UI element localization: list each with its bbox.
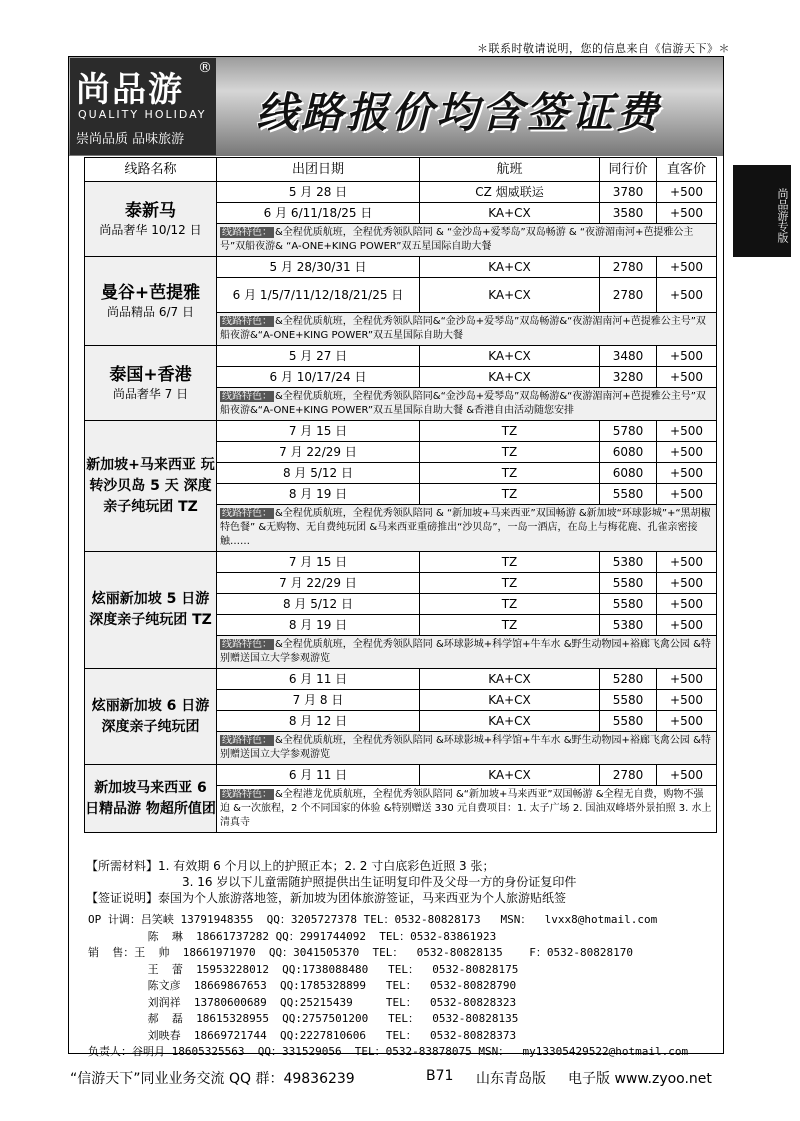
header-peer: 同行价 bbox=[600, 158, 657, 182]
feature-text: &全程优质航班，全程优秀领队陪同 & “新加坡+马来西亚”双国畅游 &新加坡“环球影城”+“黑胡椒特色餐” &无购物、无自费纯玩团 &马来西亚重磅推出“沙贝岛”，一岛一酒店，在岛上与梅花鹿、孔雀亲密接触…… bbox=[220, 508, 711, 547]
route-name: 新加坡+马来西亚 玩转沙贝岛 5 天 深度亲子纯玩团 TZ bbox=[85, 421, 217, 552]
direct-price: +500 bbox=[657, 421, 717, 442]
flight-cell: CZ 烟威联运 bbox=[420, 182, 600, 203]
table-row bbox=[85, 552, 717, 573]
contact-line: 陈 琳 18661737282 QQ：2991744092 TEL：0532-83861923 bbox=[88, 929, 497, 943]
feature-label: 线路特色： bbox=[222, 508, 272, 519]
feature-text: &全程优质航班，全程优秀领队陪同&“金沙岛+爱琴岛”双岛畅游&“夜游湄南河+芭提雅公主号”双船夜游&“A-ONE+KING POWER”双五星国际自助大餐 &香港自由活动随您安排 bbox=[220, 391, 706, 416]
route-name: 炫丽新加坡 5 日游 深度亲子纯玩团 TZ bbox=[85, 552, 217, 669]
table-row bbox=[85, 421, 717, 442]
contact-line: 销 售：王 帅 18661971970 QQ：3041505370 TEL： 0532-80828135 F：0532-80828170 bbox=[88, 946, 633, 959]
peer-price: 5380 bbox=[600, 552, 657, 573]
flight-cell: TZ bbox=[420, 463, 600, 484]
side-tab: 尚品游专版 bbox=[733, 165, 791, 257]
peer-price: 3280 bbox=[600, 367, 657, 388]
peer-price: 3580 bbox=[600, 203, 657, 224]
route-name: 泰新马 尚品奢华 10/12 日 bbox=[85, 182, 217, 257]
table-row bbox=[85, 257, 717, 278]
peer-price: 3480 bbox=[600, 346, 657, 367]
flight-cell: KA+CX bbox=[420, 257, 600, 278]
contact-line: 刘润祥 13780600689 QQ:25215439 TEL： 0532-80828323 bbox=[88, 995, 517, 1009]
materials-line-1: 【所需材料】1. 有效期 6 个月以上的护照正本；2. 2 寸白底彩色近照 3 张； bbox=[86, 859, 495, 873]
logo-slogan: 崇尚品质 品味旅游 bbox=[76, 132, 185, 147]
feature-label: 线路特色： bbox=[222, 735, 272, 746]
feature-cell bbox=[217, 505, 717, 552]
contact-line: 陈文彦 18669867653 QQ:1785328899 TEL： 0532-80828790 bbox=[88, 979, 517, 992]
header-date: 出团日期 bbox=[217, 158, 420, 182]
date-cell: 8 月 19 日 bbox=[217, 484, 420, 505]
direct-price: +500 bbox=[657, 442, 717, 463]
flight-cell: KA+CX bbox=[420, 367, 600, 388]
notes bbox=[86, 858, 716, 906]
contact-list bbox=[88, 912, 718, 1061]
date-cell: 8 月 5/12 日 bbox=[217, 463, 420, 484]
date-cell: 7 月 22/29 日 bbox=[217, 442, 420, 463]
logo-english: QUALITY HOLIDAY bbox=[78, 108, 207, 121]
table-row bbox=[85, 346, 717, 367]
direct-price: +500 bbox=[657, 257, 717, 278]
peer-price: 5280 bbox=[600, 669, 657, 690]
route-name: 新加坡马来西亚 6 日精品游 物超所值团 bbox=[85, 765, 217, 833]
feature-text: &全程港龙优质航班，全程优秀领队陪同 &“新加坡+马来西亚”双国畅游 &全程无自费，购物不强迫 &一次旅程，2 个不同国家的体验 &特别赠送 330 元自费项目：1. 太子广场 2. 国油双峰塔外景拍照 3. 水上清真寺 bbox=[220, 789, 712, 828]
peer-price: 2780 bbox=[600, 765, 657, 786]
visa-note: 【签证说明】泰国为个人旅游落地签，新加坡为团体旅游签证，马来西亚为个人旅游贴纸签 bbox=[86, 891, 567, 905]
flight-cell: TZ bbox=[420, 421, 600, 442]
direct-price: +500 bbox=[657, 615, 717, 636]
top-note: ＊联系时敬请说明，您的信息来自《信游天下》＊ bbox=[477, 42, 730, 55]
flight-cell: TZ bbox=[420, 484, 600, 505]
contact-line: 负责人：谷明月 18605325563 QQ：331529056 TEL：0532-83878075 MSN： my13305429522@hotmail.com bbox=[88, 1045, 689, 1058]
table-row bbox=[85, 669, 717, 690]
direct-price: +500 bbox=[657, 367, 717, 388]
route-name: 炫丽新加坡 6 日游 深度亲子纯玩团 bbox=[85, 669, 217, 765]
feature-label: 线路特色： bbox=[222, 227, 272, 238]
direct-price: +500 bbox=[657, 594, 717, 615]
direct-price: +500 bbox=[657, 669, 717, 690]
contact-line: 郝 磊 18615328955 QQ:2757501200 TEL： 0532-80828135 bbox=[88, 1012, 519, 1025]
feature-cell bbox=[217, 313, 717, 346]
footer-edition: 山东青岛版 bbox=[476, 1071, 546, 1087]
flight-cell: KA+CX bbox=[420, 203, 600, 224]
direct-price: +500 bbox=[657, 573, 717, 594]
peer-price: 2780 bbox=[600, 278, 657, 313]
peer-price: 3780 bbox=[600, 182, 657, 203]
direct-price: +500 bbox=[657, 484, 717, 505]
peer-price: 5580 bbox=[600, 484, 657, 505]
headline: 线路报价均含签证费 bbox=[256, 88, 662, 137]
date-cell: 7 月 15 日 bbox=[217, 421, 420, 442]
feature-text: &全程优质航班，全程优秀领队陪同 &环球影城+科学馆+牛车水 &野生动物园+裕廊飞禽公园 &特别赠送国立大学参观游览 bbox=[220, 735, 711, 760]
peer-price: 5380 bbox=[600, 615, 657, 636]
date-cell: 5 月 27 日 bbox=[217, 346, 420, 367]
feature-cell bbox=[217, 388, 717, 421]
table-row bbox=[85, 182, 717, 203]
peer-price: 5780 bbox=[600, 421, 657, 442]
date-cell: 8 月 12 日 bbox=[217, 711, 420, 732]
flight-cell: TZ bbox=[420, 573, 600, 594]
feature-label: 线路特色： bbox=[222, 789, 272, 800]
direct-price: +500 bbox=[657, 690, 717, 711]
price-table bbox=[84, 157, 717, 833]
flight-cell: TZ bbox=[420, 615, 600, 636]
route-name: 曼谷+芭提雅 尚品精品 6/7 日 bbox=[85, 257, 217, 346]
footer-group: “信游天下”同业业务交流 QQ 群：49836239 bbox=[70, 1071, 355, 1087]
flight-cell: TZ bbox=[420, 594, 600, 615]
direct-price: +500 bbox=[657, 711, 717, 732]
date-cell: 7 月 15 日 bbox=[217, 552, 420, 573]
direct-price: +500 bbox=[657, 203, 717, 224]
feature-cell bbox=[217, 636, 717, 669]
contact-line: 刘映春 18669721744 QQ:2227810606 TEL： 0532-80828373 bbox=[88, 1028, 517, 1042]
direct-price: +500 bbox=[657, 346, 717, 367]
flight-cell: KA+CX bbox=[420, 669, 600, 690]
direct-price: +500 bbox=[657, 765, 717, 786]
direct-price: +500 bbox=[657, 278, 717, 313]
peer-price: 5580 bbox=[600, 594, 657, 615]
date-cell: 5 月 28/30/31 日 bbox=[217, 257, 420, 278]
direct-price: +500 bbox=[657, 182, 717, 203]
date-cell: 5 月 28 日 bbox=[217, 182, 420, 203]
feature-label: 线路特色： bbox=[222, 639, 272, 650]
logo-reg: ® bbox=[198, 60, 212, 76]
date-cell: 8 月 19 日 bbox=[217, 615, 420, 636]
route-name: 泰国+香港 尚品奢华 7 日 bbox=[85, 346, 217, 421]
feature-cell bbox=[217, 224, 717, 257]
header-route: 线路名称 bbox=[85, 158, 217, 182]
date-cell: 6 月 11 日 bbox=[217, 669, 420, 690]
footer-web: 电子版 www.zyoo.net bbox=[568, 1071, 712, 1087]
date-cell: 7 月 22/29 日 bbox=[217, 573, 420, 594]
flight-cell: KA+CX bbox=[420, 711, 600, 732]
feature-cell bbox=[217, 732, 717, 765]
date-cell: 7 月 8 日 bbox=[217, 690, 420, 711]
peer-price: 2780 bbox=[600, 257, 657, 278]
header-row bbox=[85, 158, 717, 182]
date-cell: 6 月 1/5/7/11/12/18/21/25 日 bbox=[217, 278, 420, 313]
feature-label: 线路特色： bbox=[222, 391, 272, 402]
header-direct: 直客价 bbox=[657, 158, 717, 182]
footer-page: B71 bbox=[426, 1068, 454, 1084]
peer-price: 6080 bbox=[600, 463, 657, 484]
feature-label: 线路特色： bbox=[222, 316, 272, 327]
flight-cell: KA+CX bbox=[420, 765, 600, 786]
date-cell: 6 月 10/17/24 日 bbox=[217, 367, 420, 388]
flight-cell: TZ bbox=[420, 552, 600, 573]
table-row bbox=[85, 765, 717, 786]
feature-text: &全程优质航班，全程优秀领队陪同&“金沙岛+爱琴岛”双岛畅游&“夜游湄南河+芭提雅公主号”双船夜游&“A-ONE+KING POWER”双五星国际自助大餐 bbox=[220, 316, 706, 341]
flight-cell: KA+CX bbox=[420, 690, 600, 711]
peer-price: 5580 bbox=[600, 573, 657, 594]
contact-line: 王 蕾 15953228012 QQ:1738088480 TEL： 0532-80828175 bbox=[88, 962, 519, 976]
feature-text: &全程优质航班，全程优秀领队陪同 &环球影城+科学馆+牛车水 &野生动物园+裕廊飞禽公园 &特别赠送国立大学参观游览 bbox=[220, 639, 711, 664]
direct-price: +500 bbox=[657, 463, 717, 484]
flight-cell: KA+CX bbox=[420, 346, 600, 367]
feature-cell bbox=[217, 786, 717, 833]
peer-price: 5580 bbox=[600, 690, 657, 711]
flight-cell: TZ bbox=[420, 442, 600, 463]
direct-price: +500 bbox=[657, 552, 717, 573]
date-cell: 8 月 5/12 日 bbox=[217, 594, 420, 615]
feature-text: &全程优质航班，全程优秀领队陪同 & “金沙岛+爱琴岛”双岛畅游 & “夜游湄南河+芭提雅公主号”双船夜游& “A-ONE+KING POWER”双五星国际自助大餐 bbox=[220, 227, 694, 252]
flight-cell: KA+CX bbox=[420, 278, 600, 313]
peer-price: 6080 bbox=[600, 442, 657, 463]
header-flight: 航班 bbox=[420, 158, 600, 182]
date-cell: 6 月 11 日 bbox=[217, 765, 420, 786]
logo-name: 尚品游 bbox=[76, 70, 184, 110]
peer-price: 5580 bbox=[600, 711, 657, 732]
contact-line: OP 计调：吕笑峡 13791948355 QQ：3205727378 TEL：0532-80828173 MSN： lvxx8@hotmail.com bbox=[88, 913, 658, 926]
date-cell: 6 月 6/11/18/25 日 bbox=[217, 203, 420, 224]
materials-line-2: 3. 16 岁以下儿童需随护照提供出生证明复印件及父母一方的身份证复印件 bbox=[182, 875, 577, 889]
